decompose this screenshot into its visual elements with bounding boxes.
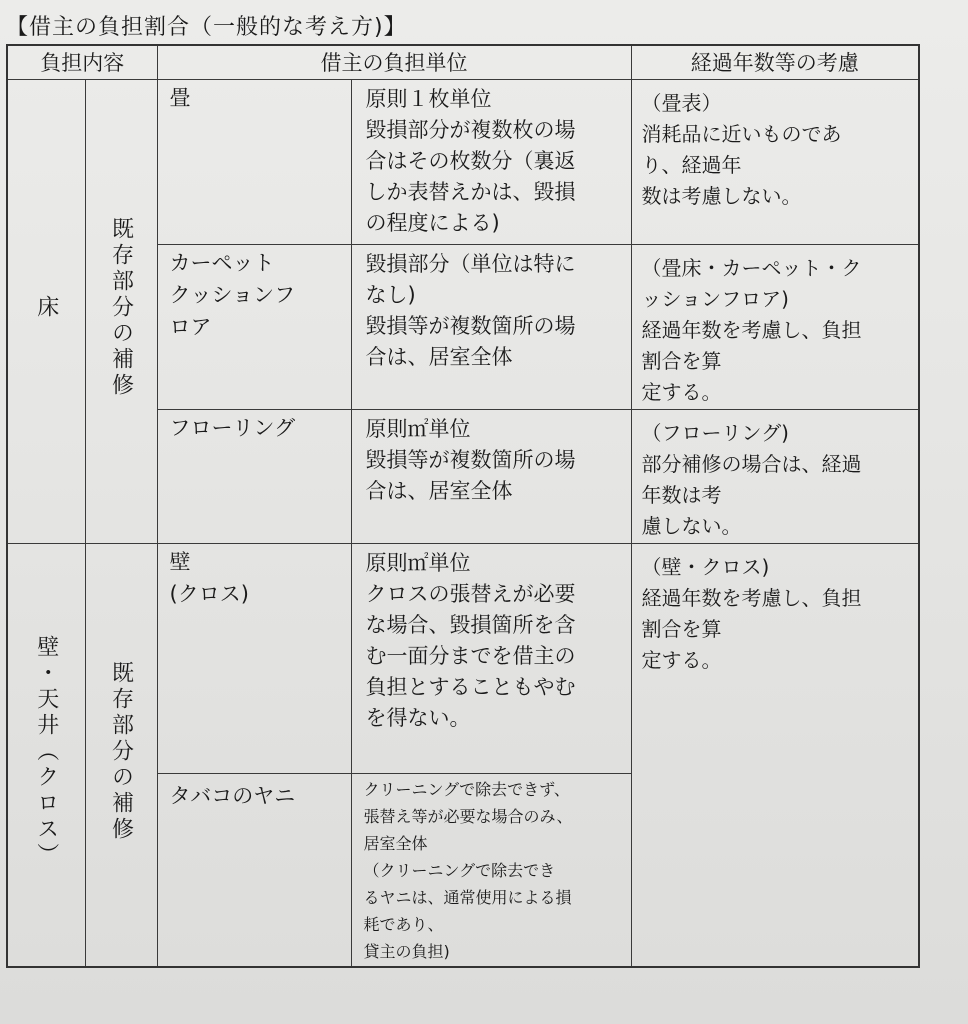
unit-cell: 原則１枚単位 毀損部分が複数枚の場 合はその枚数分（裏返 しか表替えかは、毀損 の程度による)	[351, 79, 631, 244]
item-cell: カーペット クッションフ ロア	[157, 244, 351, 409]
category-label: 壁・天井（クロス）	[33, 634, 59, 869]
subcategory-label: 既存部分の補修	[108, 217, 134, 400]
header-unit: 借主の負担単位	[157, 45, 631, 79]
category-label: 床	[33, 295, 59, 322]
years-cell: （畳表） 消耗品に近いものであ り、経過年 数は考慮しない。	[631, 79, 919, 244]
unit-cell: 毀損部分（単位は特に なし) 毀損等が複数箇所の場 合は、居室全体	[351, 244, 631, 409]
unit-cell: 原則㎡単位 クロスの張替えが必要 な場合、毀損箇所を含 む一面分までを借主の 負担とすることもやむ を得ない。	[351, 543, 631, 773]
unit-cell: クリーニングで除去できず、 張替え等が必要な場合のみ、 居室全体 （クリーニングで除去でき るヤニは、通常使用による損 耗であり、 貸主の負担)	[351, 773, 631, 967]
years-cell: （畳床・カーペット・ク ッションフロア) 経過年数を考慮し、負担 割合を算 定する。	[631, 244, 919, 409]
years-cell: （フローリング) 部分補修の場合は、経過 年数は考 慮しない。	[631, 410, 919, 544]
table-row	[7, 543, 919, 773]
header-content: 負担内容	[7, 45, 157, 79]
item-cell: タバコのヤニ	[157, 773, 351, 967]
item-cell: 壁 (クロス)	[157, 543, 351, 773]
unit-cell: 原則㎡単位 毀損等が複数箇所の場 合は、居室全体	[351, 410, 631, 544]
category-floor	[7, 79, 85, 543]
category-wall-ceiling	[7, 543, 85, 967]
table-row	[7, 79, 919, 244]
document-title: 【借主の負担割合（一般的な考え方)】	[6, 15, 407, 40]
item-cell: フローリング	[157, 410, 351, 544]
burden-ratio-table	[6, 44, 920, 968]
subcategory-label: 既存部分の補修	[108, 660, 134, 843]
subcategory-floor	[85, 79, 157, 543]
years-cell: （壁・クロス) 経過年数を考慮し、負担 割合を算 定する。	[631, 543, 919, 967]
header-years: 経過年数等の考慮	[631, 45, 919, 79]
subcategory-wall	[85, 543, 157, 967]
item-cell: 畳	[157, 79, 351, 244]
